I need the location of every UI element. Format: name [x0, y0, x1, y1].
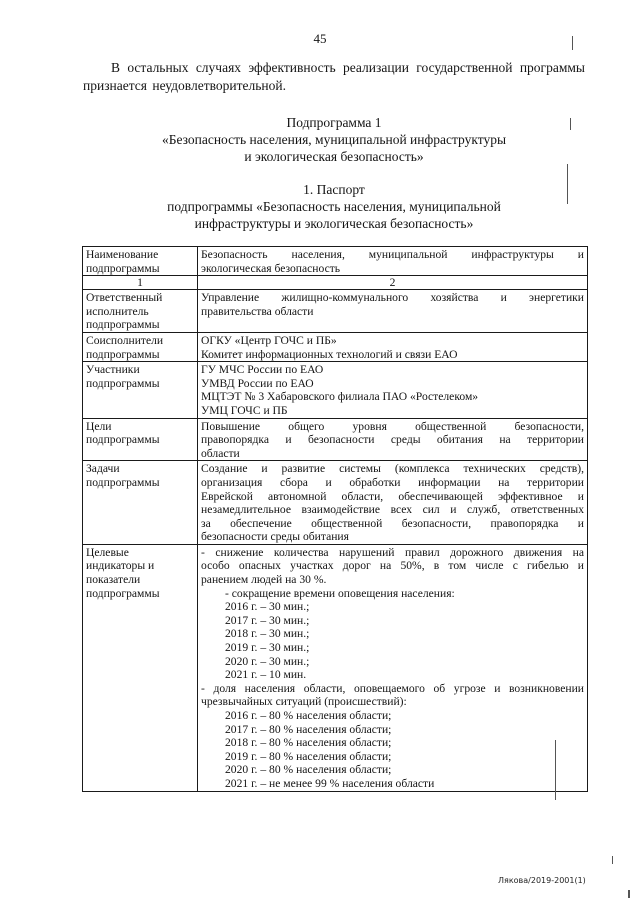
row-label-line: подпрограммы [86, 376, 160, 390]
row-label-line: подпрограммы [86, 347, 160, 361]
row-content-line: Повышение общего уровня общественной безопасности, [201, 419, 584, 433]
row-content-line: области [201, 446, 240, 460]
row-label-line: показатели [86, 573, 141, 587]
list-item: 2020 г. – 30 мин.; [225, 654, 310, 668]
table-row-indicators [83, 544, 588, 791]
subprogram-heading [83, 114, 585, 165]
table-row-numbers [83, 276, 588, 290]
row-label-line: подпрограммы [86, 433, 160, 447]
row-content-line: организация сбора и обработки информации на территории [201, 475, 584, 489]
row-label-line: индикаторы и [86, 559, 155, 573]
row-label-line: Наименование [86, 248, 159, 261]
row-content [198, 290, 588, 333]
row-content-line: ОГКУ «Центр ГОЧС и ПБ» [201, 333, 337, 347]
row-label [83, 362, 198, 418]
row-content-line: Комитет информационных технологий и связи ЕАО [201, 347, 458, 361]
margin-mark [612, 856, 613, 864]
row-content-line: Еврейской автономной области, обеспечивающей эффективное и [201, 489, 584, 503]
row-content-line: экологическая безопасность [201, 261, 341, 275]
row-content-line: - сокращение времени оповещения населения: [225, 586, 455, 600]
row-label [83, 544, 198, 791]
row-label [83, 418, 198, 461]
row-content-line: Создание и развитие системы (комплекса технических средств), [201, 462, 584, 476]
row-label-line: Соисполнители [86, 333, 164, 347]
notification-time-list [201, 600, 584, 682]
row-label [83, 247, 198, 276]
row-content-line: Безопасность населения, муниципальной инфраструктуры и [201, 248, 584, 261]
row-label-line: Цели [86, 419, 112, 433]
row-content-line: за обеспечение общественной безопасности, правопорядка и [201, 516, 584, 530]
row-content [198, 247, 588, 276]
row-content-line: правопорядка и безопасности среды обитания на территории [201, 433, 584, 447]
column-number-1: 1 [83, 276, 198, 290]
intro-paragraph: В остальных случаях эффективность реализации государственной программы признается неудовлетворительной. [83, 60, 585, 93]
row-label-line: подпрограммы [86, 318, 160, 332]
list-item: 2021 г. – 10 мин. [225, 668, 307, 682]
passport-subtitle-line1: подпрограммы «Безопасность населения, муниципальной [167, 199, 501, 214]
row-content [198, 362, 588, 418]
row-label-line: подпрограммы [86, 475, 160, 489]
table-row-coexecutors [83, 332, 588, 361]
row-label-line: исполнитель [86, 304, 149, 318]
margin-mark [570, 118, 571, 130]
list-item: 2016 г. – 30 мин.; [225, 600, 310, 614]
row-content-line: Управление жилищно-коммунального хозяйства и энергетики [201, 291, 584, 305]
row-content-line: незамедлительное взаимодействие всех сил и служб, ответственных [201, 503, 584, 517]
table-row-goals [83, 418, 588, 461]
population-share-list [201, 709, 584, 791]
list-item: 2018 г. – 80 % населения области; [225, 736, 392, 750]
row-content-line: - доля населения области, оповещаемого об угрозе и возникновении [201, 681, 584, 695]
subprogram-title: Подпрограмма 1 [286, 115, 382, 130]
list-item: 2017 г. – 30 мин.; [225, 613, 310, 627]
row-content [198, 544, 588, 791]
row-label-line: Целевые [86, 545, 129, 559]
row-content-line: МЦТЭТ № 3 Хабаровского филиала ПАО «Ростелеком» [201, 390, 479, 404]
passport-heading [83, 181, 585, 232]
margin-mark [555, 740, 556, 800]
list-item: 2018 г. – 30 мин.; [225, 627, 310, 641]
passport-subtitle-line2: инфраструктуры и экологическая безопасность» [194, 216, 474, 231]
page-number: 45 [313, 31, 327, 46]
subprogram-name-line1: «Безопасность населения, муниципальной инфраструктуры [161, 132, 507, 147]
row-content-line: правительства области [201, 304, 314, 318]
column-number-2: 2 [198, 276, 588, 290]
row-content-line: ранением людей на 30 %. [201, 573, 327, 587]
row-label [83, 332, 198, 361]
table-row-name [83, 247, 588, 276]
passport-table [82, 246, 588, 792]
list-item: 2016 г. – 80 % населения области; [225, 709, 392, 722]
row-content-line: ГУ МЧС России по ЕАО [201, 363, 324, 377]
row-label-line: Участники [86, 363, 140, 377]
row-content-line: чрезвычайных ситуаций (происшествий): [201, 695, 407, 709]
row-label-line: Задачи [86, 462, 120, 476]
row-label [83, 461, 198, 545]
list-item: 2017 г. – 80 % населения области; [225, 722, 392, 736]
table-row-tasks [83, 461, 588, 545]
list-item: 2021 г. – не менее 99 % населения области [225, 776, 435, 790]
row-label-line: подпрограммы [86, 261, 160, 275]
row-content-line: УМВД России по ЕАО [201, 376, 314, 390]
list-item: 2019 г. – 80 % населения области; [225, 749, 392, 763]
passport-title: 1. Паспорт [303, 182, 365, 197]
row-content [198, 461, 588, 545]
table-row-participants [83, 362, 588, 418]
row-content [198, 418, 588, 461]
list-item: 2020 г. – 80 % населения области; [225, 763, 392, 777]
row-label-line: Ответственный [86, 291, 163, 305]
row-label-line: подпрограммы [86, 586, 160, 600]
list-item: 2019 г. – 30 мин.; [225, 641, 310, 655]
row-label [83, 290, 198, 333]
row-content-line: УМЦ ГОЧС и ПБ [201, 403, 288, 417]
row-content-line: безопасности среды обитания [201, 530, 349, 544]
row-content-line: - снижение количества нарушений правил дорожного движения на [201, 545, 584, 559]
row-content [198, 332, 588, 361]
margin-mark [572, 36, 573, 50]
subprogram-name-line2: и экологическая безопасность» [244, 149, 424, 164]
margin-mark [628, 890, 630, 898]
margin-mark [567, 164, 568, 204]
table-row-responsible [83, 290, 588, 333]
row-content-line: особо опасных участках дорог на 50%, в том числе с гибелью и [201, 559, 584, 573]
footer-document-code: Лякова/2019-2001(1) [498, 876, 586, 885]
